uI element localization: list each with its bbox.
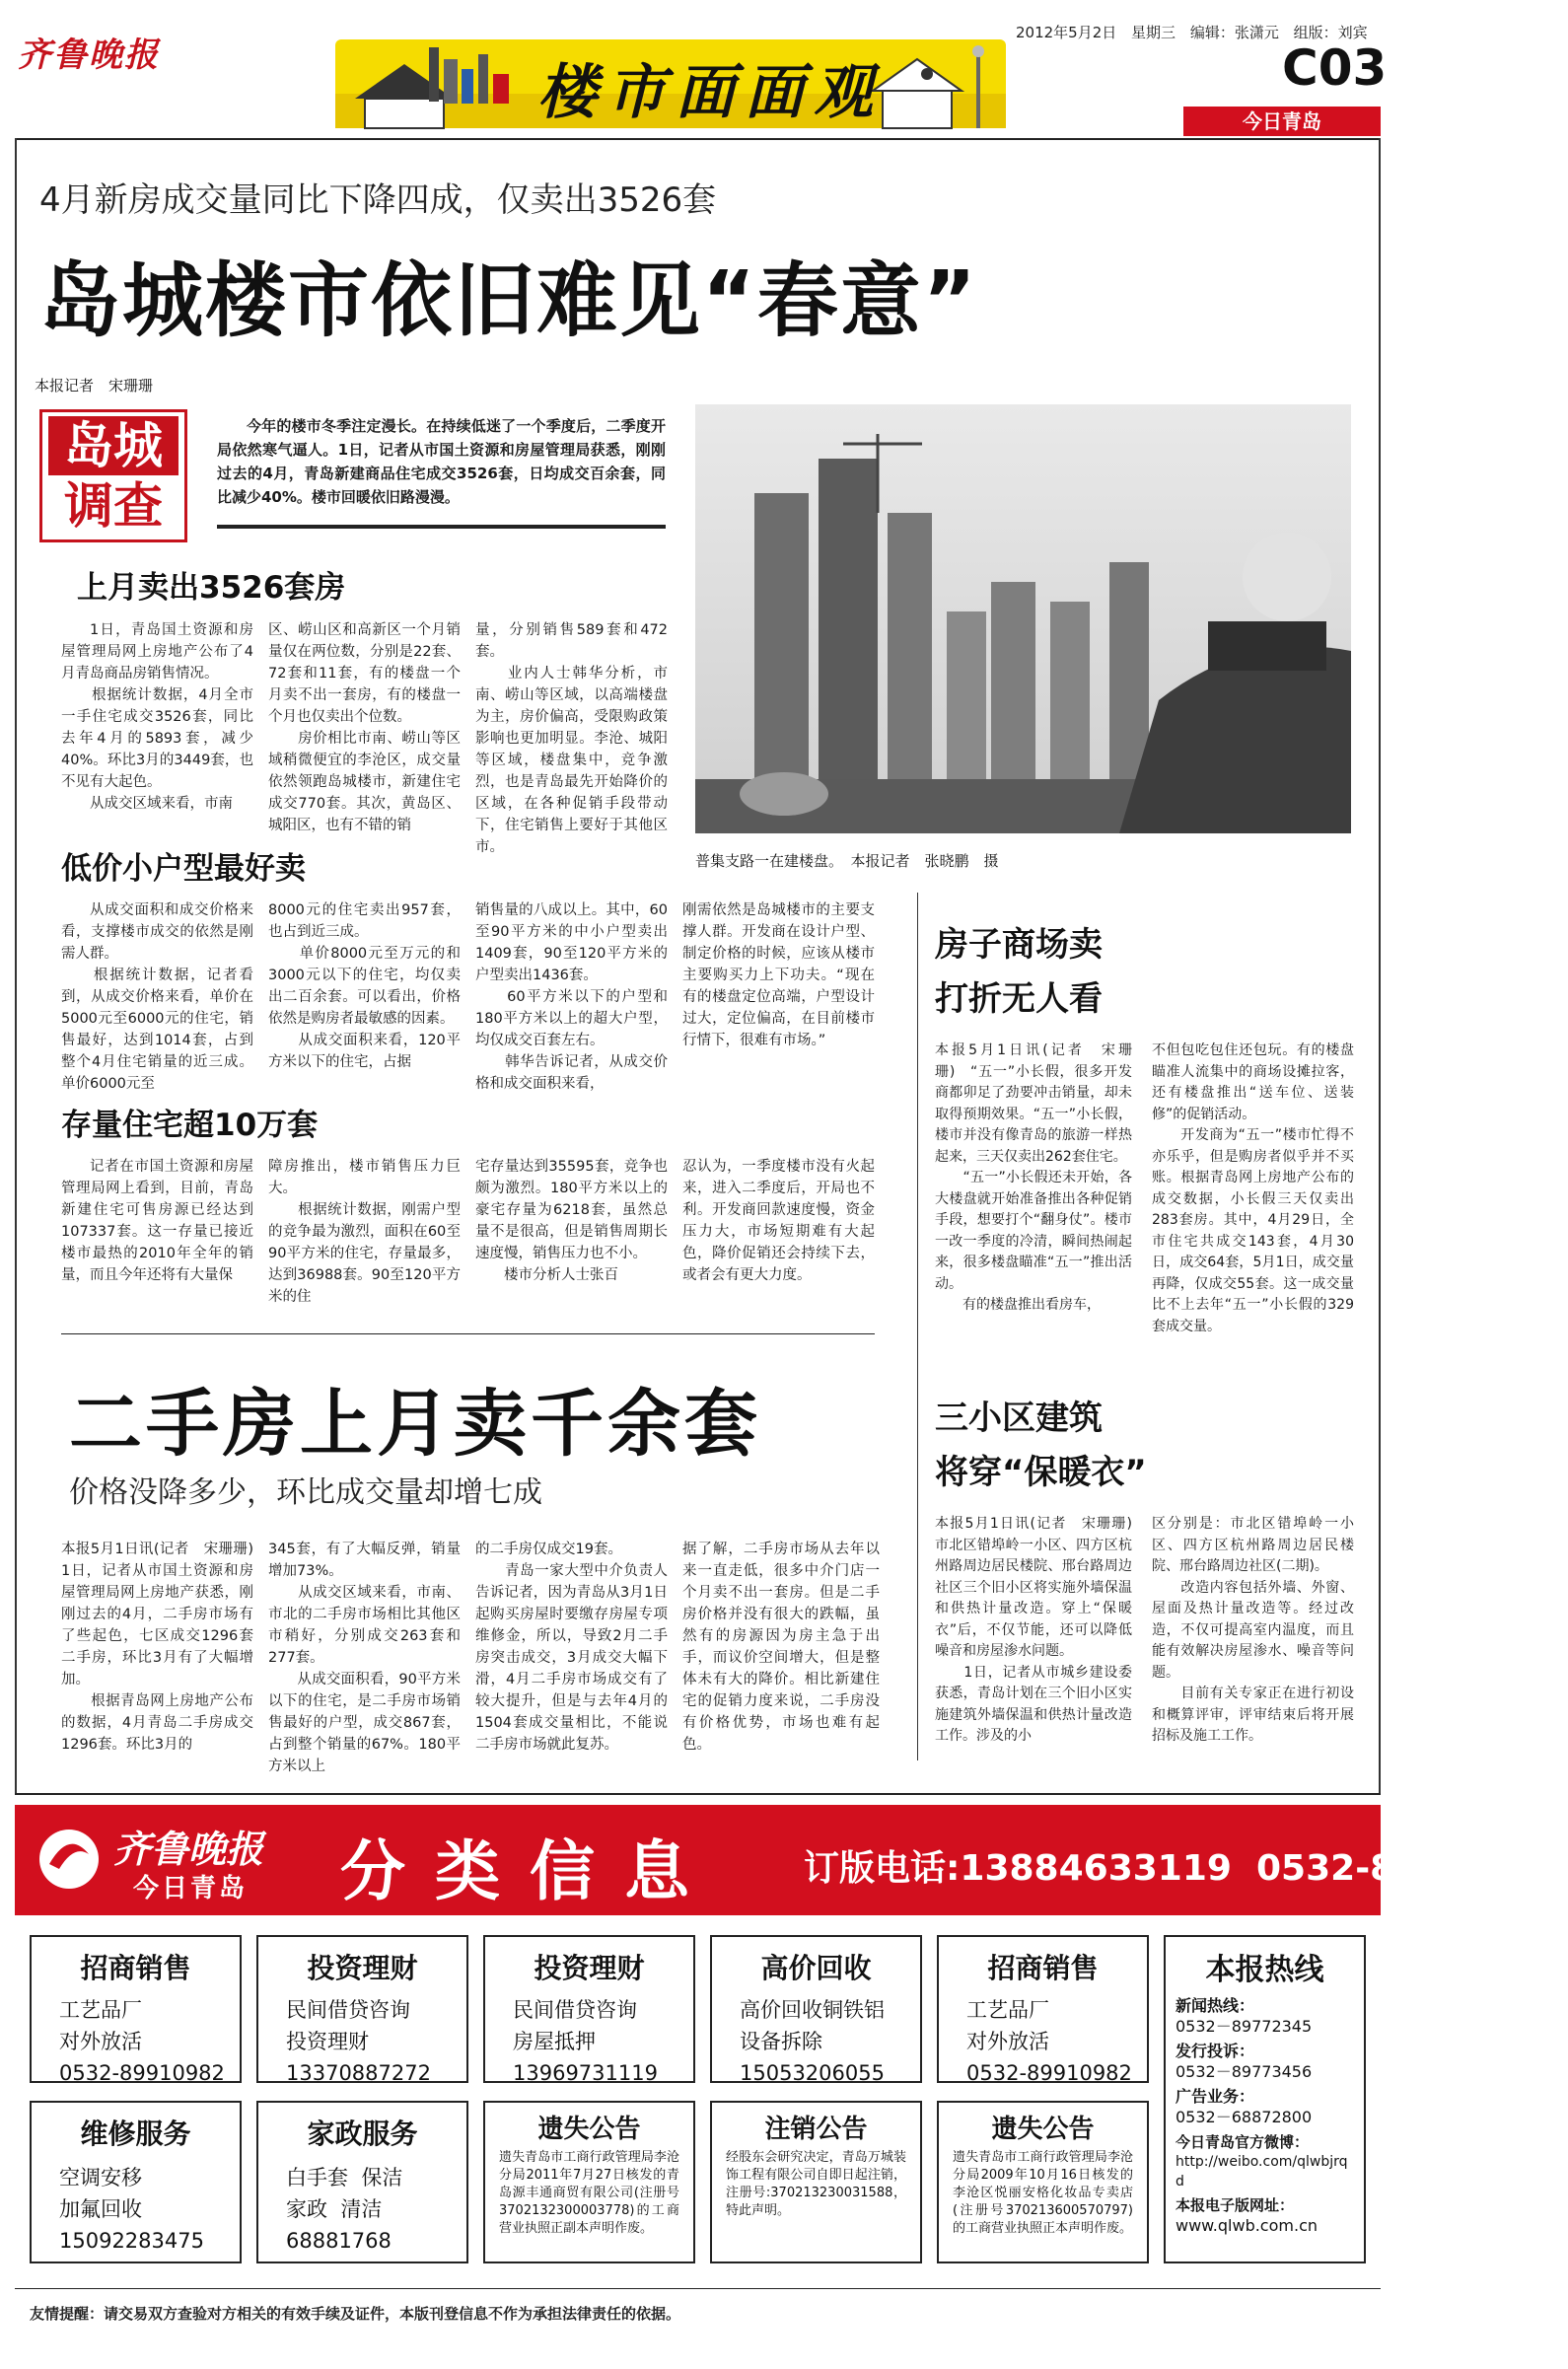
lead-photo xyxy=(695,404,1351,833)
classified-box-7 xyxy=(256,2101,468,2263)
sec1-col2: 区、崂山区和高新区一个月销量仅在两位数，分别是22套、72套和11套，有的楼盘一个月卖不出一套房，有的楼盘一个月也仅卖出个位数。 房价相比市南、崂山等区域稍微便宜的李沧区，成交量依然领跑岛城楼市，新建住宅成交770套。其次，黄岛区、城阳区，也有不错的销 xyxy=(268,622,461,833)
second-hand-headline: 二手房上月卖千余套 xyxy=(69,1382,761,1467)
masthead xyxy=(0,0,1397,138)
classified-top-rule xyxy=(15,1793,1381,1795)
classified-box-title: 招商销售 xyxy=(80,1952,191,1984)
lead-headline: 岛城楼市依旧难见“春意” xyxy=(39,254,978,348)
classified-box-line: 工艺品厂 xyxy=(59,1998,142,2022)
classified-box-line: 家政 清洁 xyxy=(286,2197,383,2221)
side2-headline-1: 三小区建筑 xyxy=(935,1399,1103,1438)
classified-phone: 订版电话:13884633119 0532-81186679 xyxy=(804,1848,1568,1889)
masthead-banner xyxy=(335,39,1006,128)
side1-col2: 不但包吃包住还包玩。有的楼盘瞄准人流集中的商场设摊拉客，还有楼盘推出“送车位、送装修”的促销活动。 开发商为“五一”楼市忙得不亦乐乎，但是购房者似乎并不买账。根据青岛网上房地产公布的成交数据，小长假三天仅卖出283套房。其中，4月29日，全市住宅共成交143套，4月30日，成交64套，5月1日，成交量再降，仅成交55套。这一成交量比不上去年“五一”小长假的329套成交量。 xyxy=(1152,1042,1354,1334)
notice-box-3 xyxy=(937,2101,1149,2263)
lead-intro: 今年的楼市冬季注定漫长。在持续低迷了一个季度后，二季度开局依然寒气逼人。1日，记者从市国土资源和房屋管理局获悉，刚刚过去的4月，青岛新建商品住宅成交3526套，日均成交百余套，同比减少40%。楼市回暖依旧路漫漫。 xyxy=(217,417,666,506)
notice-text: 经股东会研究决定，青岛万城装饰工程有限公司自即日起注销，注册号:370213230031588，特此声明。 xyxy=(726,2150,906,2218)
masthead-banner-title: 楼市面面观 xyxy=(537,58,883,127)
classified-box-phone: 15092283475 xyxy=(59,2229,204,2253)
sec2-col1: 从成交面积和成交价格来看，支撑楼市成交的依然是刚需人群。 根据统计数据，记者看到，从成交价格来看，单价在5000元至6000元的住宅，销售最好，达到1014套，占到整个4月住宅销量的近三成。单价6000元至 xyxy=(61,902,253,1092)
classified-box-phone: 13969731119 xyxy=(513,2061,658,2085)
notice-box-1 xyxy=(483,2101,695,2263)
classified-box-line: 白手套 保洁 xyxy=(286,2166,403,2190)
sec3-col3: 宅存量达到35595套，竞争也颇为激烈。180平方米以上的豪宅存量为6218套，虽然总量不是很高，但是销售周期长速度慢，销售压力也不小。 楼市分析人士张百 xyxy=(475,1159,668,1283)
classified-box-6 xyxy=(30,2101,242,2263)
sec2-col2: 8000元的住宅卖出957套，也占到近三成。 单价8000元至万元的和3000元以下的住宅，均仅卖出二百余套。可以看出，价格依然是购房者最敏感的因素。 从成交面积来看，120平方米以下的住宅，占据 xyxy=(268,902,461,1070)
classified-box-line: 空调安移 xyxy=(59,2166,142,2190)
classified-box-title: 投资理财 xyxy=(307,1952,418,1984)
classified-box-phone: 68881768 xyxy=(286,2229,392,2253)
classified-box-line: 民间借贷咨询 xyxy=(286,1998,410,2022)
second-hand-col1: 本报5月1日讯(记者 宋珊珊) 1日，记者从市国土资源和房屋管理局网上房地产获悉，刚刚过去的4月，二手房市场有了些起色，七区成交1296套二手房，环比3月有了大幅增加。 根据青岛网上房地产公布的数据，4月青岛二手房成交1296套。环比3月的 xyxy=(61,1542,253,1753)
classified-box-phone: 13370887272 xyxy=(286,2061,431,2085)
notice-box-2 xyxy=(710,2101,922,2263)
frame-right xyxy=(1379,138,1381,1795)
hotline-label: 今日青岛官方微博： xyxy=(1176,2133,1310,2151)
classified-box-5 xyxy=(937,1935,1149,2083)
sec3-col4: 忍认为，一季度楼市没有火起来，进入二季度后，开局也不利。开发商回款速度慢，资金压力大，市场短期难有大起色，降价促销还会持续下去，或者会有更大力度。 xyxy=(682,1159,875,1283)
reminder: 友情提醒：请交易双方查验对方相关的有效手续及证件，本版刊登信息不作为承担法律责任的依据。 xyxy=(30,2305,681,2323)
classified-brand-name: 齐鲁晚报 xyxy=(113,1827,264,1871)
paper-logo: 齐鲁晚报 xyxy=(18,36,160,75)
second-hand-col4: 据了解，二手房市场从去年以来一直走低，很多中介门店一个月卖不出一套房。但是二手房价格并没有很大的跌幅，虽然有的房源因为房主急于出手，而议价空间增大，但是整体未有大的降价。相比新建住宅的促销力度来说，二手房没有价格优势，市场也难有起色。 xyxy=(682,1542,880,1753)
classified-box-line: 投资理财 xyxy=(286,2030,369,2053)
classified-box-line: 加氟回收 xyxy=(59,2197,142,2221)
hotline-value: www.qlwb.com.cn xyxy=(1176,2216,1318,2235)
intro-rule xyxy=(217,525,666,529)
classified-box-phone: 0532-89910982 xyxy=(966,2061,1132,2085)
sec2-col3: 销售量的八成以上。其中，60至90平方米的中小户型卖出1409套，90至120平方米的户型卖出1436套。 60平方米以下的户型和180平方米以上的超大户型，均仅成交百套左右。 韩华告诉记者，从成交价格和成交面积来看， xyxy=(475,902,668,1092)
classified-box-2 xyxy=(256,1935,468,2083)
classified-box-line: 高价回收铜铁铝 xyxy=(740,1998,885,2022)
sec3-col2: 障房推出，楼市销售压力巨大。 根据统计数据，刚需户型的竞争最为激烈，面积在60至90平方米的住宅，存量最多，达到36988套。90至120平方米的住 xyxy=(268,1159,461,1305)
page-number: C03 xyxy=(1282,39,1388,97)
issue-weekday: 星期三 xyxy=(1131,24,1176,41)
classified-box-line: 对外放活 xyxy=(966,2030,1049,2053)
survey-badge xyxy=(39,409,187,542)
edition-tag: 今日青岛 xyxy=(1183,107,1381,136)
classified-box-line: 工艺品厂 xyxy=(966,1998,1049,2022)
notice-text: 遗失青岛市工商行政管理局李沧分局2009年10月16日核发的李沧区悦丽安格化妆品专卖店(注册号370213600570797)的工商营业执照正本声明作废。 xyxy=(953,2150,1133,2236)
classified-box-phone: 0532-89910982 xyxy=(59,2061,225,2085)
sec3-col1: 记者在市国土资源和房屋管理局网上看到，目前，青岛新建住宅可售房源已经达到107337套。这一存量已接近楼市最热的2010年全年的销量，而且今年还将有大量保 xyxy=(61,1159,253,1283)
construction-photo xyxy=(695,404,1351,833)
side1-headline-2: 打折无人看 xyxy=(935,979,1103,1019)
issue-editor: 编辑：张潇元 xyxy=(1189,24,1279,41)
classified-box-line: 对外放活 xyxy=(59,2030,142,2053)
classified-box-phone: 15053206055 xyxy=(740,2061,885,2085)
notice-title: 遗失公告 xyxy=(991,2115,1095,2144)
lead-subtitle: 4月新房成交量同比下降四成，仅卖出3526套 xyxy=(39,180,717,220)
issue-layout: 组版：刘宾 xyxy=(1293,24,1368,41)
second-hand-top-rule xyxy=(61,1333,875,1334)
section-heading-inventory: 存量住宅超10万套 xyxy=(61,1108,319,1143)
hotline-label: 发行投诉： xyxy=(1176,2042,1255,2060)
issue-date: 2012年5月2日 xyxy=(1016,24,1117,41)
survey-badge-line2: 调查 xyxy=(64,477,163,535)
notice-text: 遗失青岛市工商行政管理局李沧分局2011年7月27日核发的青岛源丰通商贸有限公司(注册号3702132300003778)的工商营业执照正副本声明作废。 xyxy=(499,2150,679,2236)
top-rule xyxy=(15,138,1381,140)
survey-badge-line1: 岛城 xyxy=(48,416,178,475)
notice-title: 注销公告 xyxy=(764,2115,868,2144)
side2-headline-2: 将穿“保暖衣” xyxy=(935,1453,1147,1492)
hotline-title: 本报热线 xyxy=(1205,1953,1324,1987)
classified-box-title: 投资理财 xyxy=(534,1952,645,1984)
classified-box-line: 房屋抵押 xyxy=(513,2030,596,2053)
classified-banner xyxy=(15,1805,1568,1915)
second-hand-subtitle: 价格没降多少，环比成交量却增七成 xyxy=(69,1475,542,1510)
classified-brand xyxy=(35,1817,321,1905)
hotline-box xyxy=(1164,1935,1366,2263)
hotline-label: 广告业务： xyxy=(1176,2087,1255,2106)
classified-box-line: 民间借贷咨询 xyxy=(513,1998,637,2022)
side2-col2: 区分别是：市北区错埠岭一小区、四方区杭州路周边居民楼院、邢台路周边社区(二期)。 改造内容包括外墙、外窗、屋面及热计量改造等。经过改造，不仅可提高室内温度，而且能有效解决房屋渗水、噪音等问题。 目前有关专家正在进行初设和概算评审，评审结束后将开展招标及施工工作。 xyxy=(1152,1516,1354,1744)
hotline-value: 0532－89773456 xyxy=(1176,2062,1313,2081)
sidebar-divider xyxy=(917,893,918,1760)
classified-box-line: 设备拆除 xyxy=(740,2030,822,2053)
hotline-value: http://weibo.com/qlwbjrqd xyxy=(1176,2154,1348,2190)
classified-box-3 xyxy=(483,1935,695,2083)
notice-title: 遗失公告 xyxy=(537,2115,641,2144)
classified-brand-sub: 今日青岛 xyxy=(133,1874,249,1903)
second-hand-col3: 的二手房仅成交19套。 青岛一家大型中介负责人告诉记者，因为青岛从3月1日起购买房屋时要缴存房屋专项维修金，所以，导致2月二手房突击成交，3月成交大幅下滑，4月二手房市场成交有了较大提升，但是与去年4月的1504套成交量相比，不能说二手房市场就此复苏。 xyxy=(475,1542,668,1753)
hotline-value: 0532－89772345 xyxy=(1176,2017,1313,2036)
side1-col1: 本报5月1日讯(记者 宋珊珊) “五一”小长假，很多开发商都卯足了劲要冲击销量，却未取得预期效果。“五一”小长假，楼市并没有像青岛的旅游一样热起来，三天仅卖出262套住宅。 “五一”小长假还未开始，各大楼盘就开始准备推出各种促销手段，想要打个“翻身仗”。楼市一改一季度的冷清，瞬间热闹起来，很多楼盘瞄准“五一”推出活动。 有的楼盘推出看房车， xyxy=(935,1042,1132,1313)
hotline-label: 本报电子版网址： xyxy=(1176,2196,1295,2214)
classified-box-title: 高价回收 xyxy=(760,1952,872,1984)
side1-headline-1: 房子商场卖 xyxy=(935,925,1103,965)
photo-caption: 普集支路一在建楼盘。 本报记者 张晓鹏 摄 xyxy=(695,852,999,870)
lead-byline: 本报记者 宋珊珊 xyxy=(35,377,154,395)
bottom-rule xyxy=(15,2288,1381,2289)
brand-emblem-icon xyxy=(35,1825,104,1894)
sec2-col4: 刚需依然是岛城楼市的主要支撑人群。开发商在设计户型、制定价格的时候，应该从楼市主要购买力上下功夫。“现在有的楼盘定位高端，户型设计过大，定位偏高，在目前楼市行情下，很难有市场。” xyxy=(682,902,875,1048)
frame-left xyxy=(15,138,17,1795)
sec1-col1: 1日，青岛国土资源和房屋管理局网上房地产公布了4月青岛商品房销售情况。 根据统计数据，4月全市一手住宅成交3526套，同比去年4月的5893套，减少40%。环比3月的3449套，也不见有大起色。 从成交区域来看，市南 xyxy=(61,622,253,812)
classified-title: 分类信息 xyxy=(340,1833,719,1909)
hotline-label: 新闻热线： xyxy=(1176,1996,1255,2015)
classified-box-4 xyxy=(710,1935,922,2083)
classified-box-title: 家政服务 xyxy=(307,2118,418,2150)
hotline-value: 0532－68872800 xyxy=(1176,2108,1313,2126)
side2-col1: 本报5月1日讯(记者 宋珊珊) 市北区错埠岭一小区、四方区杭州路周边居民楼院、邢台路周边社区三个旧小区将实施外墙保温和供热计量改造。穿上“保暖衣”后，不仅节能，还可以降低噪音和房屋渗水问题。 1日，记者从市城乡建设委获悉，青岛计划在三个旧小区实施建筑外墙保温和供热计量改造工作。涉及的小 xyxy=(935,1516,1132,1744)
classified-box-title: 维修服务 xyxy=(80,2118,191,2150)
section-heading-sales: 上月卖出3526套房 xyxy=(77,570,346,606)
second-hand-col2: 345套，有了大幅反弹，销量增加73%。 从成交区域来看，市南、市北的二手房市场相比其他区市稍好，分别成交263套和277套。 从成交面积看，90平方米以下的住宅，是二手房市场销售最好的户型，成交867套，占到整个销量的67%。180平方米以上 xyxy=(268,1542,461,1774)
classified-box-title: 招商销售 xyxy=(987,1952,1099,1984)
sec1-col3: 量，分别销售589套和472套。 业内人士韩华分析，市南、崂山等区域，以高端楼盘为主，房价偏高，受限购政策影响也更加明显。李沧、城阳等区域，楼盘集中，竞争激烈，也是青岛最先开始降价的区域，在各种促销手段带动下，住宅销售上要好于其他区市。 xyxy=(475,622,668,855)
classified-box-1 xyxy=(30,1935,242,2083)
section-heading-small-units: 低价小户型最好卖 xyxy=(61,851,306,887)
